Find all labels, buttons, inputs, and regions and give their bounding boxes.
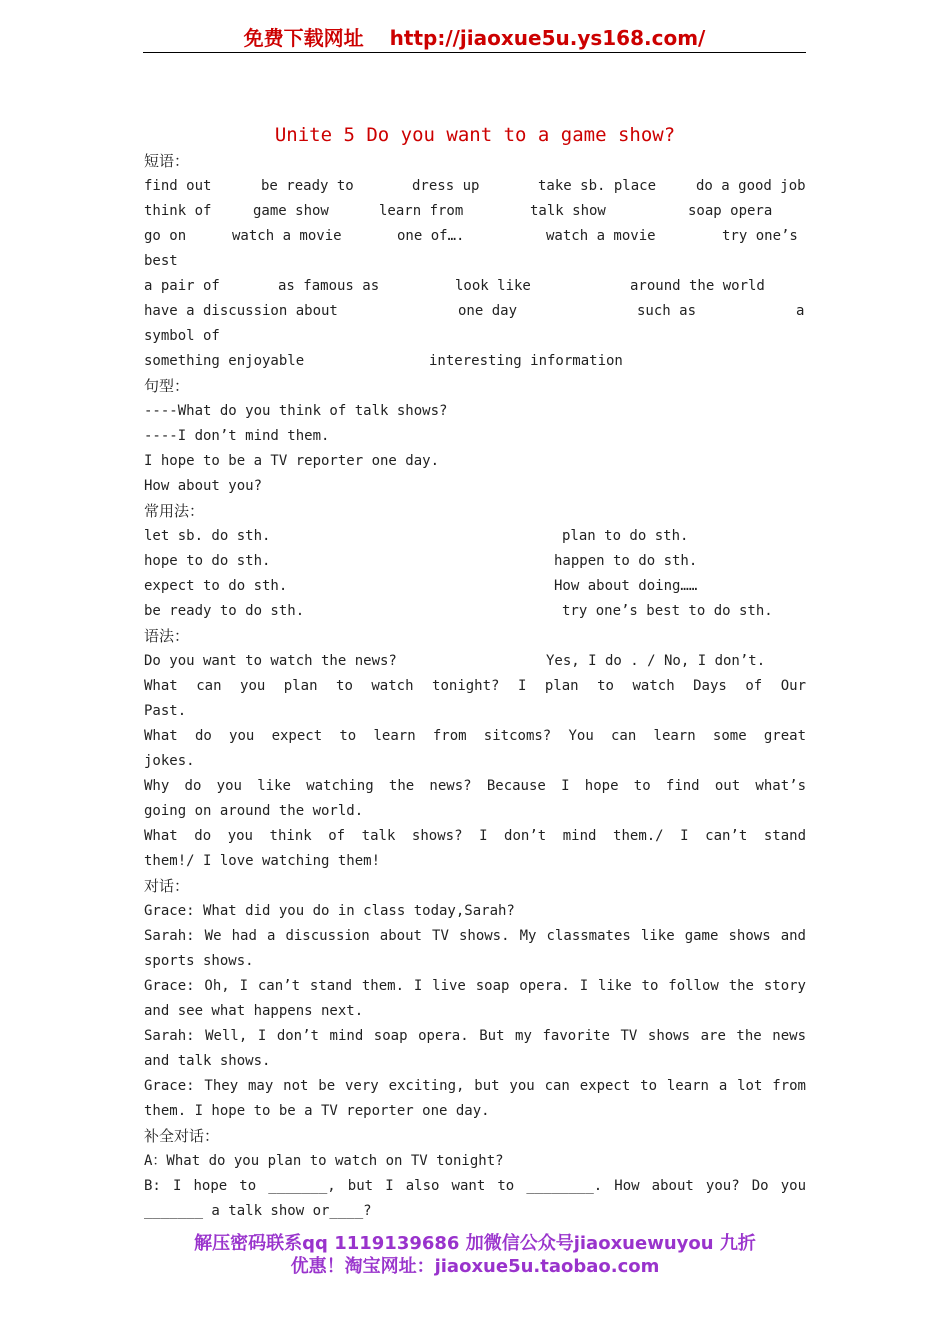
phrase-row	[144, 199, 806, 224]
usage: plan to do sth.	[562, 528, 689, 544]
phrase-continuation: symbol of	[144, 328, 220, 344]
phrase: game show	[253, 203, 329, 219]
grammar-row	[144, 649, 806, 674]
dialogue-line: and talk shows.	[144, 1053, 271, 1069]
phrase-row	[144, 224, 806, 249]
sentence: ----I don’t mind them.	[144, 428, 330, 444]
phrase: watch a movie	[546, 228, 656, 244]
phrase: as famous as	[278, 278, 380, 294]
phrase-row	[144, 274, 806, 299]
grammar-line: them!/ I love watching them!	[144, 853, 381, 869]
usage: hope to do sth.	[144, 553, 271, 569]
dialogue-line: Grace: Oh, I can’t stand them. I live soap opera. I like to follow the story	[144, 978, 806, 994]
dialogue-line: them. I hope to be a TV reporter one day.	[144, 1103, 490, 1119]
usage-row	[144, 524, 806, 549]
phrase: dress up	[412, 178, 480, 194]
phrase-row	[144, 299, 806, 324]
phrase: one day	[458, 303, 518, 319]
usage: happen to do sth.	[554, 553, 698, 569]
dialogue-line: Grace: What did you do in class today,Sarah?	[144, 903, 515, 919]
grammar-line: Past.	[144, 703, 187, 719]
usage: How about doing……	[554, 578, 698, 594]
sentence: I hope to be a TV reporter one day.	[144, 453, 440, 469]
page-title: Unite 5 Do you want to a game show?	[274, 124, 676, 146]
header-label: 免费下载网址	[243, 26, 364, 50]
phrase: do a good job	[696, 178, 806, 194]
section-heading-grammar: 语法：	[144, 627, 190, 645]
phrase: have a discussion about	[144, 303, 338, 319]
phrase: soap opera	[688, 203, 773, 219]
sentence: How about you?	[144, 478, 263, 494]
phrase: watch a movie	[232, 228, 342, 244]
grammar-line: What do you expect to learn from sitcoms? You can learn some great	[144, 728, 806, 744]
phrase: interesting information	[429, 353, 623, 369]
phrase-row	[144, 349, 806, 374]
footer-contact: 解压密码联系qq 1119139686 加微信公众号jiaoxuewuyou 九折	[194, 1233, 756, 1254]
section-heading-phrases: 短语：	[144, 152, 190, 170]
phrase-row	[144, 174, 806, 199]
section-heading-complete: 补全对话：	[144, 1127, 220, 1145]
phrase: go on	[144, 228, 187, 244]
grammar-line: What can you plan to watch tonight? I plan to watch Days of Our	[144, 678, 806, 694]
phrase: look like	[455, 278, 531, 294]
grammar-line: jokes.	[144, 753, 195, 769]
dialogue-line: sports shows.	[144, 953, 254, 969]
phrase: be ready to	[261, 178, 354, 194]
phrase: think of	[144, 203, 212, 219]
phrase: around the world	[630, 278, 765, 294]
phrase: try one’s	[722, 228, 798, 244]
usage-row	[144, 574, 806, 599]
phrase: talk show	[530, 203, 606, 219]
phrase: take sb. place	[538, 178, 657, 194]
usage: be ready to do sth.	[144, 603, 305, 619]
phrase: find out	[144, 178, 212, 194]
page-header	[143, 22, 806, 53]
phrase: something enjoyable	[144, 353, 305, 369]
dialogue-line: Sarah: Well, I don’t mind soap opera. But my favorite TV shows are the news	[144, 1028, 806, 1044]
section-heading-dialogue: 对话：	[144, 877, 190, 895]
phrase: a pair of	[144, 278, 220, 294]
exercise-line: A：What do you plan to watch on TV tonight?	[144, 1153, 504, 1169]
grammar-question: Do you want to watch the news?	[144, 653, 397, 669]
exercise-line: B: I hope to _______, but I also want to ________. How about you? Do you	[144, 1178, 806, 1194]
grammar-answer: Yes, I do . / No, I don’t.	[546, 653, 766, 669]
dialogue-line: Grace: They may not be very exciting, but you can expect to learn a lot from	[144, 1078, 806, 1094]
usage: try one’s best to do sth.	[562, 603, 773, 619]
phrase: such as	[637, 303, 697, 319]
section-heading-usages: 常用法：	[144, 502, 205, 520]
usage: expect to do sth.	[144, 578, 288, 594]
sentence: ----What do you think of talk shows?	[144, 403, 448, 419]
phrase-continuation: best	[144, 253, 178, 269]
phrase: a	[796, 303, 805, 319]
usage-row	[144, 549, 806, 574]
exercise-line: _______ a talk show or____?	[144, 1203, 372, 1219]
grammar-line: going on around the world.	[144, 803, 364, 819]
grammar-line: What do you think of talk shows? I don’t mind them./ I can’t stand	[144, 828, 806, 844]
phrase: learn from	[379, 203, 464, 219]
dialogue-line: and see what happens next.	[144, 1003, 364, 1019]
document-body	[144, 149, 806, 1224]
section-heading-sentences: 句型：	[144, 377, 190, 395]
footer-shop-link[interactable]: 优惠！淘宝网址：jiaoxue5u.taobao.com	[290, 1256, 660, 1277]
usage: let sb. do sth.	[144, 528, 271, 544]
dialogue-line: Sarah: We had a discussion about TV shows. My classmates like game shows and	[144, 928, 806, 944]
phrase: one of….	[397, 228, 465, 244]
grammar-line: Why do you like watching the news? Because I hope to find out what’s	[144, 778, 806, 794]
usage-row	[144, 599, 806, 624]
header-url[interactable]: http://jiaoxue5u.ys168.com/	[389, 26, 706, 50]
